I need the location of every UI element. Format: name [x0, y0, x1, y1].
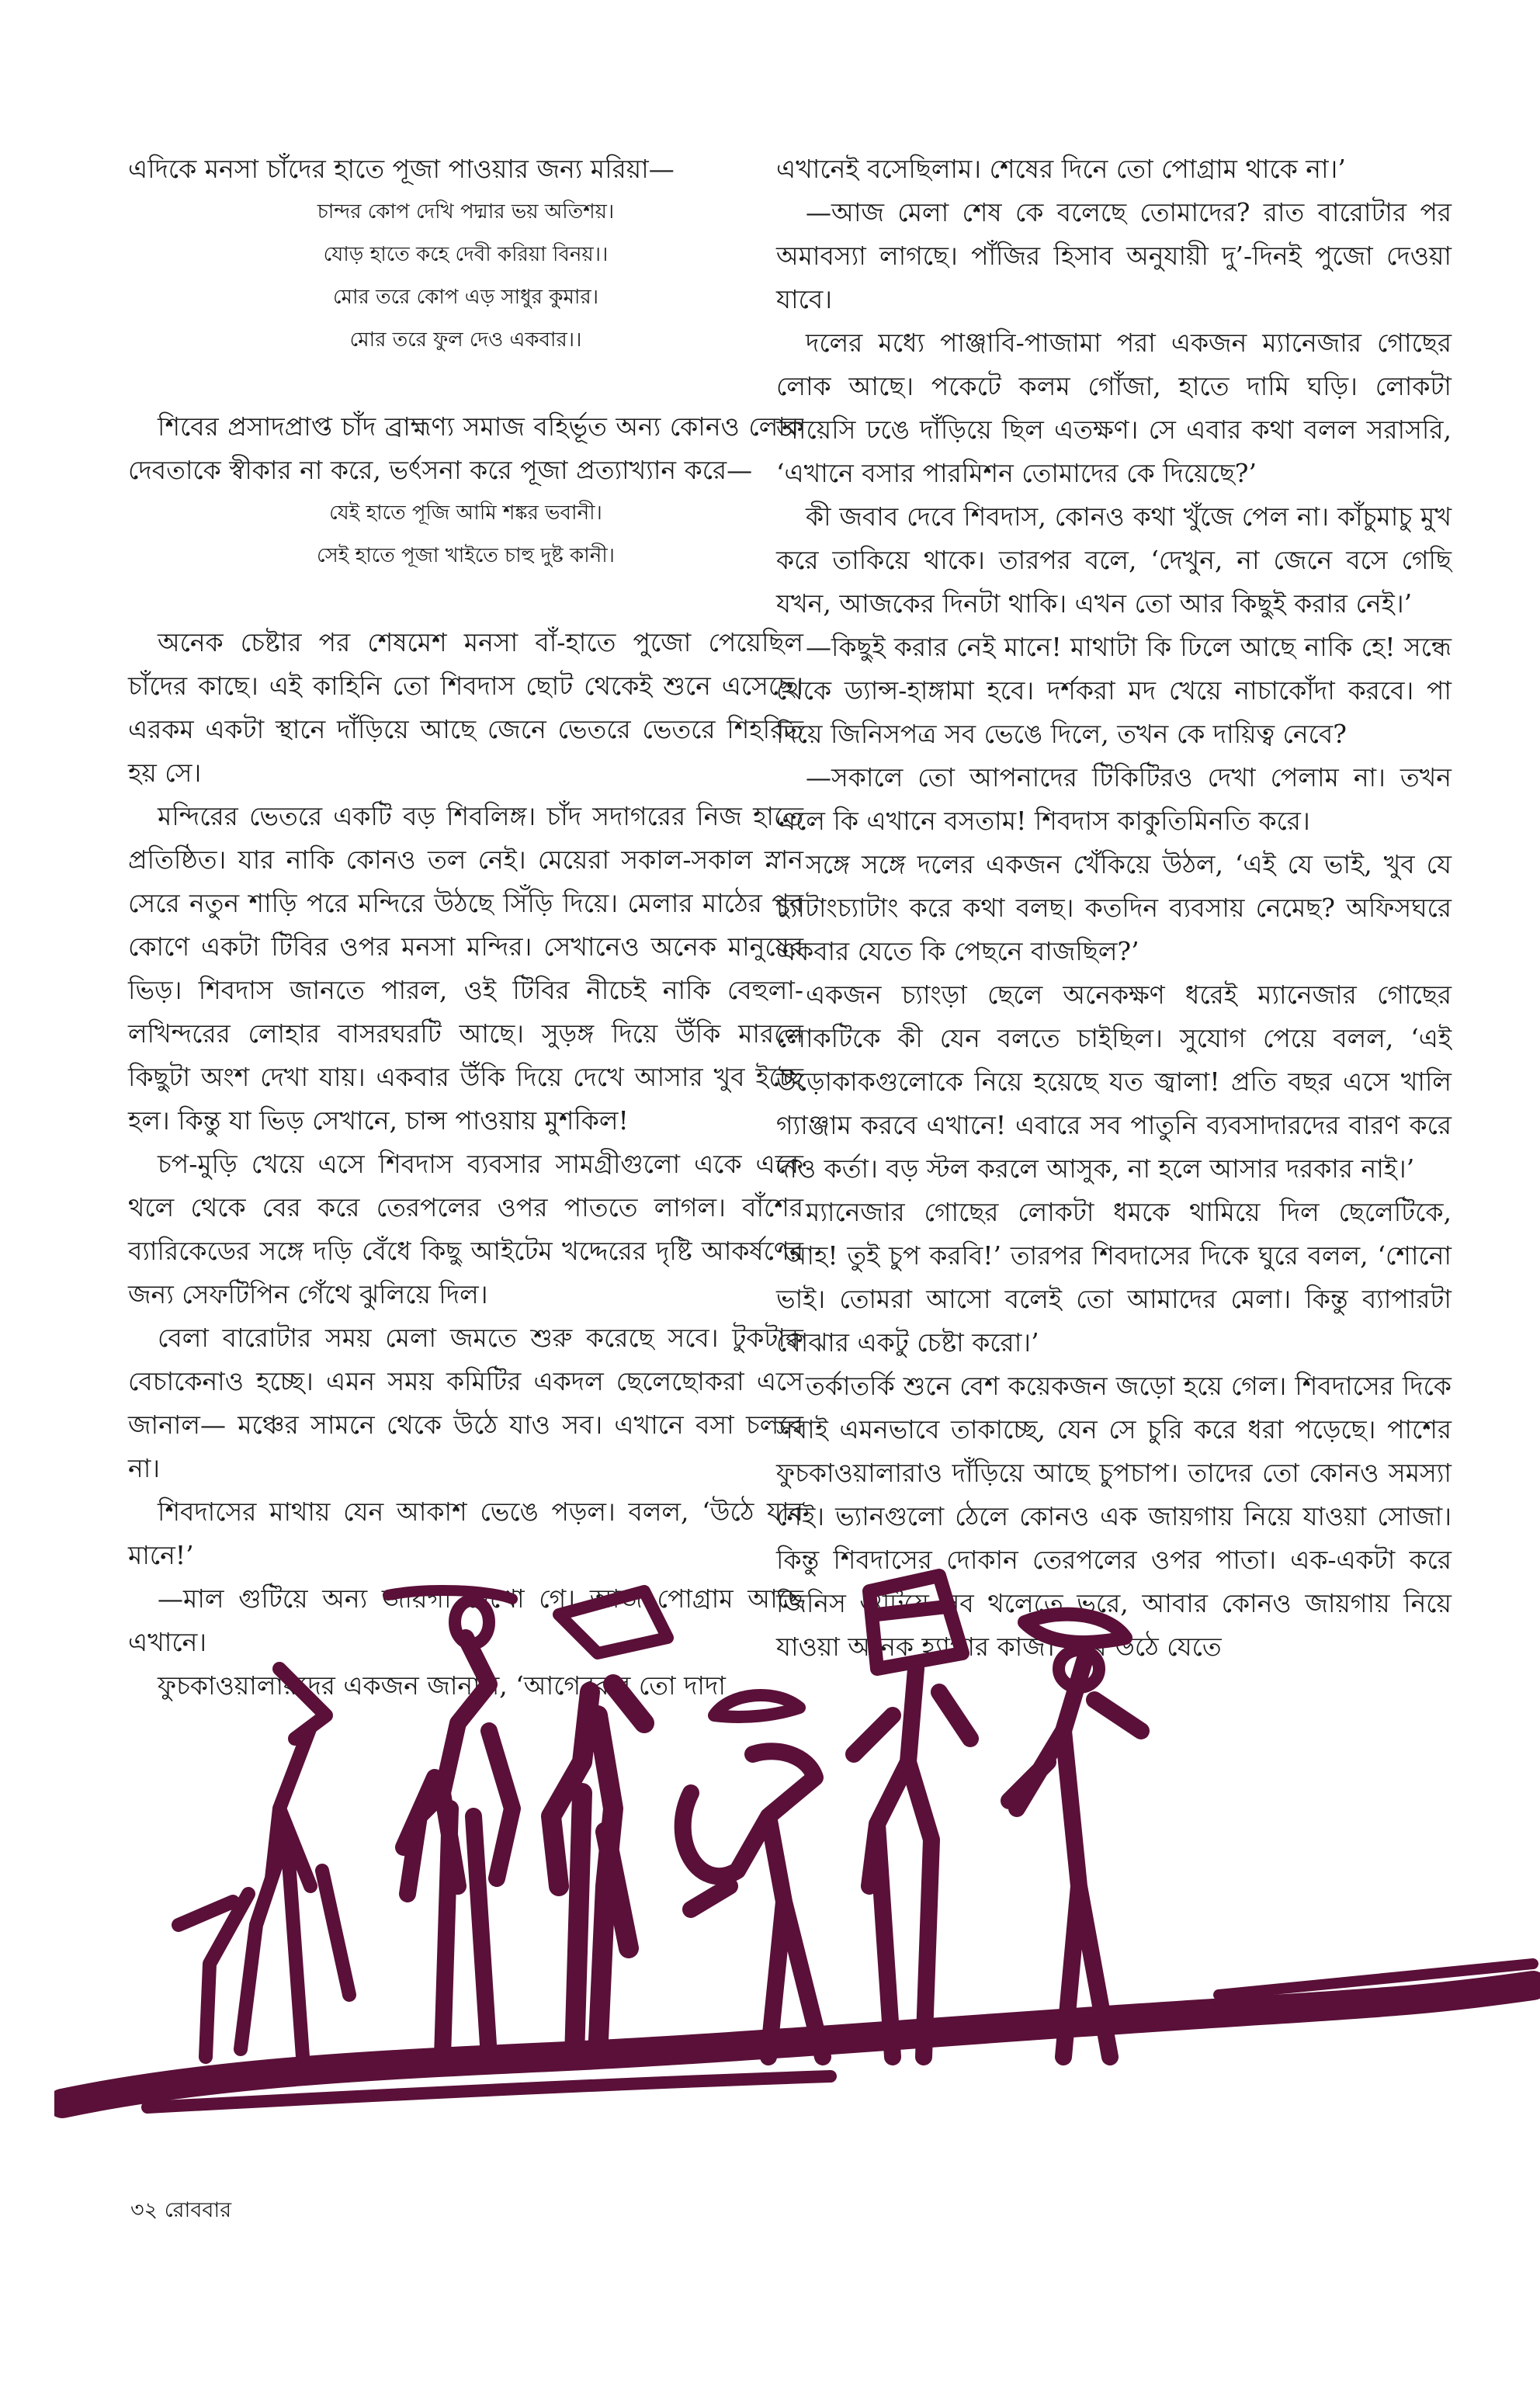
- figure-carrier: [1025, 1614, 1126, 1642]
- paragraph: এখানেই বসেছিলাম। শেষের দিনে তো পোগ্রাম থাকে না।’: [776, 154, 1346, 184]
- spacer: [128, 362, 803, 405]
- figure-carrier: [559, 1591, 668, 1653]
- right-column: [776, 147, 1452, 1669]
- paragraph: শিবদাসের মাথায় যেন আকাশ ভেঙে পড়ল। বলল, ‘উঠে যাব মানে!’: [128, 1496, 803, 1570]
- figure-carrier: [854, 1669, 970, 2057]
- paragraph: —আজ মেলা শেষ কে বলেছে তোমাদের? রাত বারোটার পর অমাবস্যা লাগছে। পাঁজির হিসাব অনুযায়ী দু’-দিনই পুজো দেওয়া যাবে।: [776, 197, 1452, 314]
- figure-carrier: [404, 1638, 512, 2057]
- paragraph: —মাল গুটিয়ে অন্য জায়গা দেখো গে। আজ পোগ্রাম আছে এখানে।: [128, 1583, 803, 1657]
- paragraph: ম্যানেজার গোছের লোকটা ধমকে থামিয়ে দিল ছেলেটিকে, ‘আহ! তুই চুপ করবি!’ তারপর শিবদাসের দিকে ঘুরে বলল, ‘শোনো ভাই। তোমরা আসো বলেই তো আমাদের মেলা। কিন্তু ব্যাপারটা বোঝার একটু চেষ্টা করো।’: [776, 1197, 1452, 1358]
- figure-carrier: [1009, 1653, 1141, 2057]
- paragraph: —কিছুই করার নেই মানে! মাথাটা কি ঢিলে আছে নাকি হে! সন্ধে থেকে ড্যান্স-হাঙ্গামা হবে। দর্শকরা মদ খেয়ে নাচাকোঁদা করবে। পা দিয়ে জিনিসপত্র সব ভেঙে দিলে, তখন কে দায়িত্ব নেবে?: [776, 632, 1452, 749]
- left-column: [128, 147, 803, 1708]
- paragraph: একজন চ্যাংড়া ছেলে অনেকক্ষণ ধরেই ম্যানেজার গোছের লোকটিকে কী যেন বলতে চাইছিল। সুযোগ পেয়ে বলল, ‘এই উড়োকাকগুলোকে নিয়ে হয়েছে যত জ্বালা! প্রতি বছর এসে খালি গ্যাঞ্জাম করবে এখানে! এবারে সব পাতুনি ব্যবসাদারদের বারণ করে দাও কর্তা। বড় স্টল করলে আসুক, না হলে আসার দরকার নাই।’: [776, 980, 1452, 1184]
- paragraph: তর্কাতর্কি শুনে বেশ কয়েকজন জড়ো হয়ে গেল। শিবদাসের দিকে সবাই এমনভাবে তাকাচ্ছে, যেন সে চুরি করে ধরা পড়েছে। পাশের ফুচকাওয়ালারাও দাঁড়িয়ে আছে চুপচাপ। তাদের তো কোনও সমস্যা নেই। ভ্যানগুলো ঠেলে কোনও এক জায়গায় নিয়ে যাওয়া সোজা। কিন্তু শিবদাসের দোকান তেরপলের ওপর পাতা। এক-একটা করে জিনিস গুটিয়ে সব থলেতে ভরে, আবার কোনও জায়গায় নিয়ে যাওয়া অনেক হ্যাপার কাজ। আর উঠে যেতে: [776, 1371, 1452, 1662]
- verse-line: সেই হাতে পূজা খাইতে চাহু দুষ্ট কানী।: [317, 544, 615, 567]
- spacer: [128, 577, 803, 621]
- paragraph: ফুচকাওয়ালারদের একজন জানাল, ‘আগেরবার তো দাদা: [158, 1670, 726, 1701]
- figure-carrier: [714, 1695, 799, 1717]
- paragraph: চপ-মুড়ি খেয়ে এসে শিবদাস ব্যবসার সামগ্রীগুলো একে একে থলে থেকে বের করে তেরপলের ওপর পাততে লাগল। বাঁশের ব্যারিকেডের সঙ্গে দড়ি বেঁধে কিছু আইটেম খদ্দেরের দৃষ্টি আকর্ষণের জন্য সেফটিপিন গেঁথে ঝুলিয়ে দিল।: [128, 1149, 803, 1309]
- figure-carrier: [179, 1669, 349, 2057]
- verse-line: মোর তরে কোপ এড় সাধুর কুমার।: [332, 286, 599, 309]
- paragraph: সঙ্গে সঙ্গে দলের একজন খেঁকিয়ে উঠল, ‘এই যে ভাই, খুব যে চ্যাটাংচ্যাটাং করে কথা বলছ। কতদিন ব্যবসায় নেমেছ? অফিসঘরে একবার যেতে কি পেছনে বাজছিল?’: [776, 849, 1452, 966]
- paragraph: কী জবাব দেবে শিবদাস, কোনও কথা খুঁজে পেল না। কাঁচুমাচু মুখ করে তাকিয়ে থাকে। তারপর বলে, ‘দেখুন, না জেনে বসে গেছি যখন, আজকের দিনটা থাকি। এখন তো আর কিছুই করার নেই।’: [776, 501, 1452, 619]
- figure-carrier: [551, 1684, 644, 2057]
- figure-carrier: [388, 1590, 512, 1599]
- paragraph: দলের মধ্যে পাঞ্জাবি-পাজামা পরা একজন ম্যানেজার গোছের লোক আছে। পকেটে কলম গোঁজা, হাতে দামি ঘড়ি। লোকটা আয়েসি ঢঙে দাঁড়িয়ে ছিল এতক্ষণ। সে এবার কথা বলল সরাসরি, ‘এখানে বসার পারমিশন তোমাদের কে দিয়েছে?’: [776, 328, 1452, 488]
- verse-line: চান্দর কোপ দেখি পদ্মার ভয় অতিশয়।: [317, 200, 615, 224]
- paragraph: শিবের প্রসাদপ্রাপ্ত চাঁদ ব্রাহ্মণ্য সমাজ বহির্ভূত অন্য কোনও লোক দেবতাকে স্বীকার না করে, ভর্ৎসনা করে পূজা প্রত্যাখ্যান করে—: [128, 411, 803, 485]
- figure-carrier: [683, 1751, 823, 2057]
- verse-line: যেই হাতে পূজি আমি শঙ্কর ভবানী।: [329, 501, 602, 525]
- intro-line: এদিকে মনসা চাঁদের হাতে পূজা পাওয়ার জন্য মরিয়া—: [128, 154, 675, 184]
- brush-illustration-figures: [54, 1560, 1540, 2150]
- paragraph: অনেক চেষ্টার পর শেষমেশ মনসা বাঁ-হাতে পুজো পেয়েছিল চাঁদের কাছে। এই কাহিনি তো শিবদাস ছোট থেকেই শুনে এসেছে। এরকম একটা স্থানে দাঁড়িয়ে আছে জেনে ভেতরে ভেতরে শিহরিত হয় সে।: [128, 627, 803, 788]
- verse-line: মোর তরে ফুল দেও একবার।।: [349, 328, 582, 352]
- page-number-and-magazine-name: ৩২ রোববার: [130, 2198, 232, 2222]
- paragraph: বেলা বারোটার সময় মেলা জমতে শুরু করেছে সবে। টুকটাক বেচাকেনাও হচ্ছে। এমন সময় কমিটির একদল ছেলেছোকরা এসে জানাল— মঞ্চের সামনে থেকে উঠে যাও সব। এখানে বসা চলবে না।: [128, 1323, 803, 1483]
- paragraph: মন্দিরের ভেতরে একটি বড় শিবলিঙ্গ। চাঁদ সদাগরের নিজ হাতে প্রতিষ্ঠিত। যার নাকি কোনও তল নেই। মেয়েরা সকাল-সকাল স্নান সেরে নতুন শাড়ি পরে মন্দিরে উঠছে সিঁড়ি দিয়ে। মেলার মাঠের পুব কোণে একটা টিবির ওপর মনসা মন্দির। সেখানেও অনেক মানুষের ভিড়। শিবদাস জানতে পারল, ওই টিবির নীচেই নাকি বেহুলা-লখিন্দরের লোহার বাসরঘরটি আছে। সুড়ঙ্গ দিয়ে উঁকি মারলে কিছুটা অংশ দেখা যায়। একবার উঁকি দিয়ে দেখে আসার খুব ইচ্ছে হল। কিন্তু যা ভিড় সেখানে, চান্স পাওয়ায় মুশকিল!: [128, 801, 803, 1136]
- verse-line: যোড় হাতে কহে দেবী করিয়া বিনয়।।: [323, 243, 609, 266]
- figure-carrier: [869, 1576, 962, 1669]
- paragraph: —সকালে তো আপনাদের টিকিটিরও দেখা পেলাম না। তখন এলে কি এখানে বসতাম! শিবদাস কাকুতিমিনতি করে।: [776, 762, 1452, 836]
